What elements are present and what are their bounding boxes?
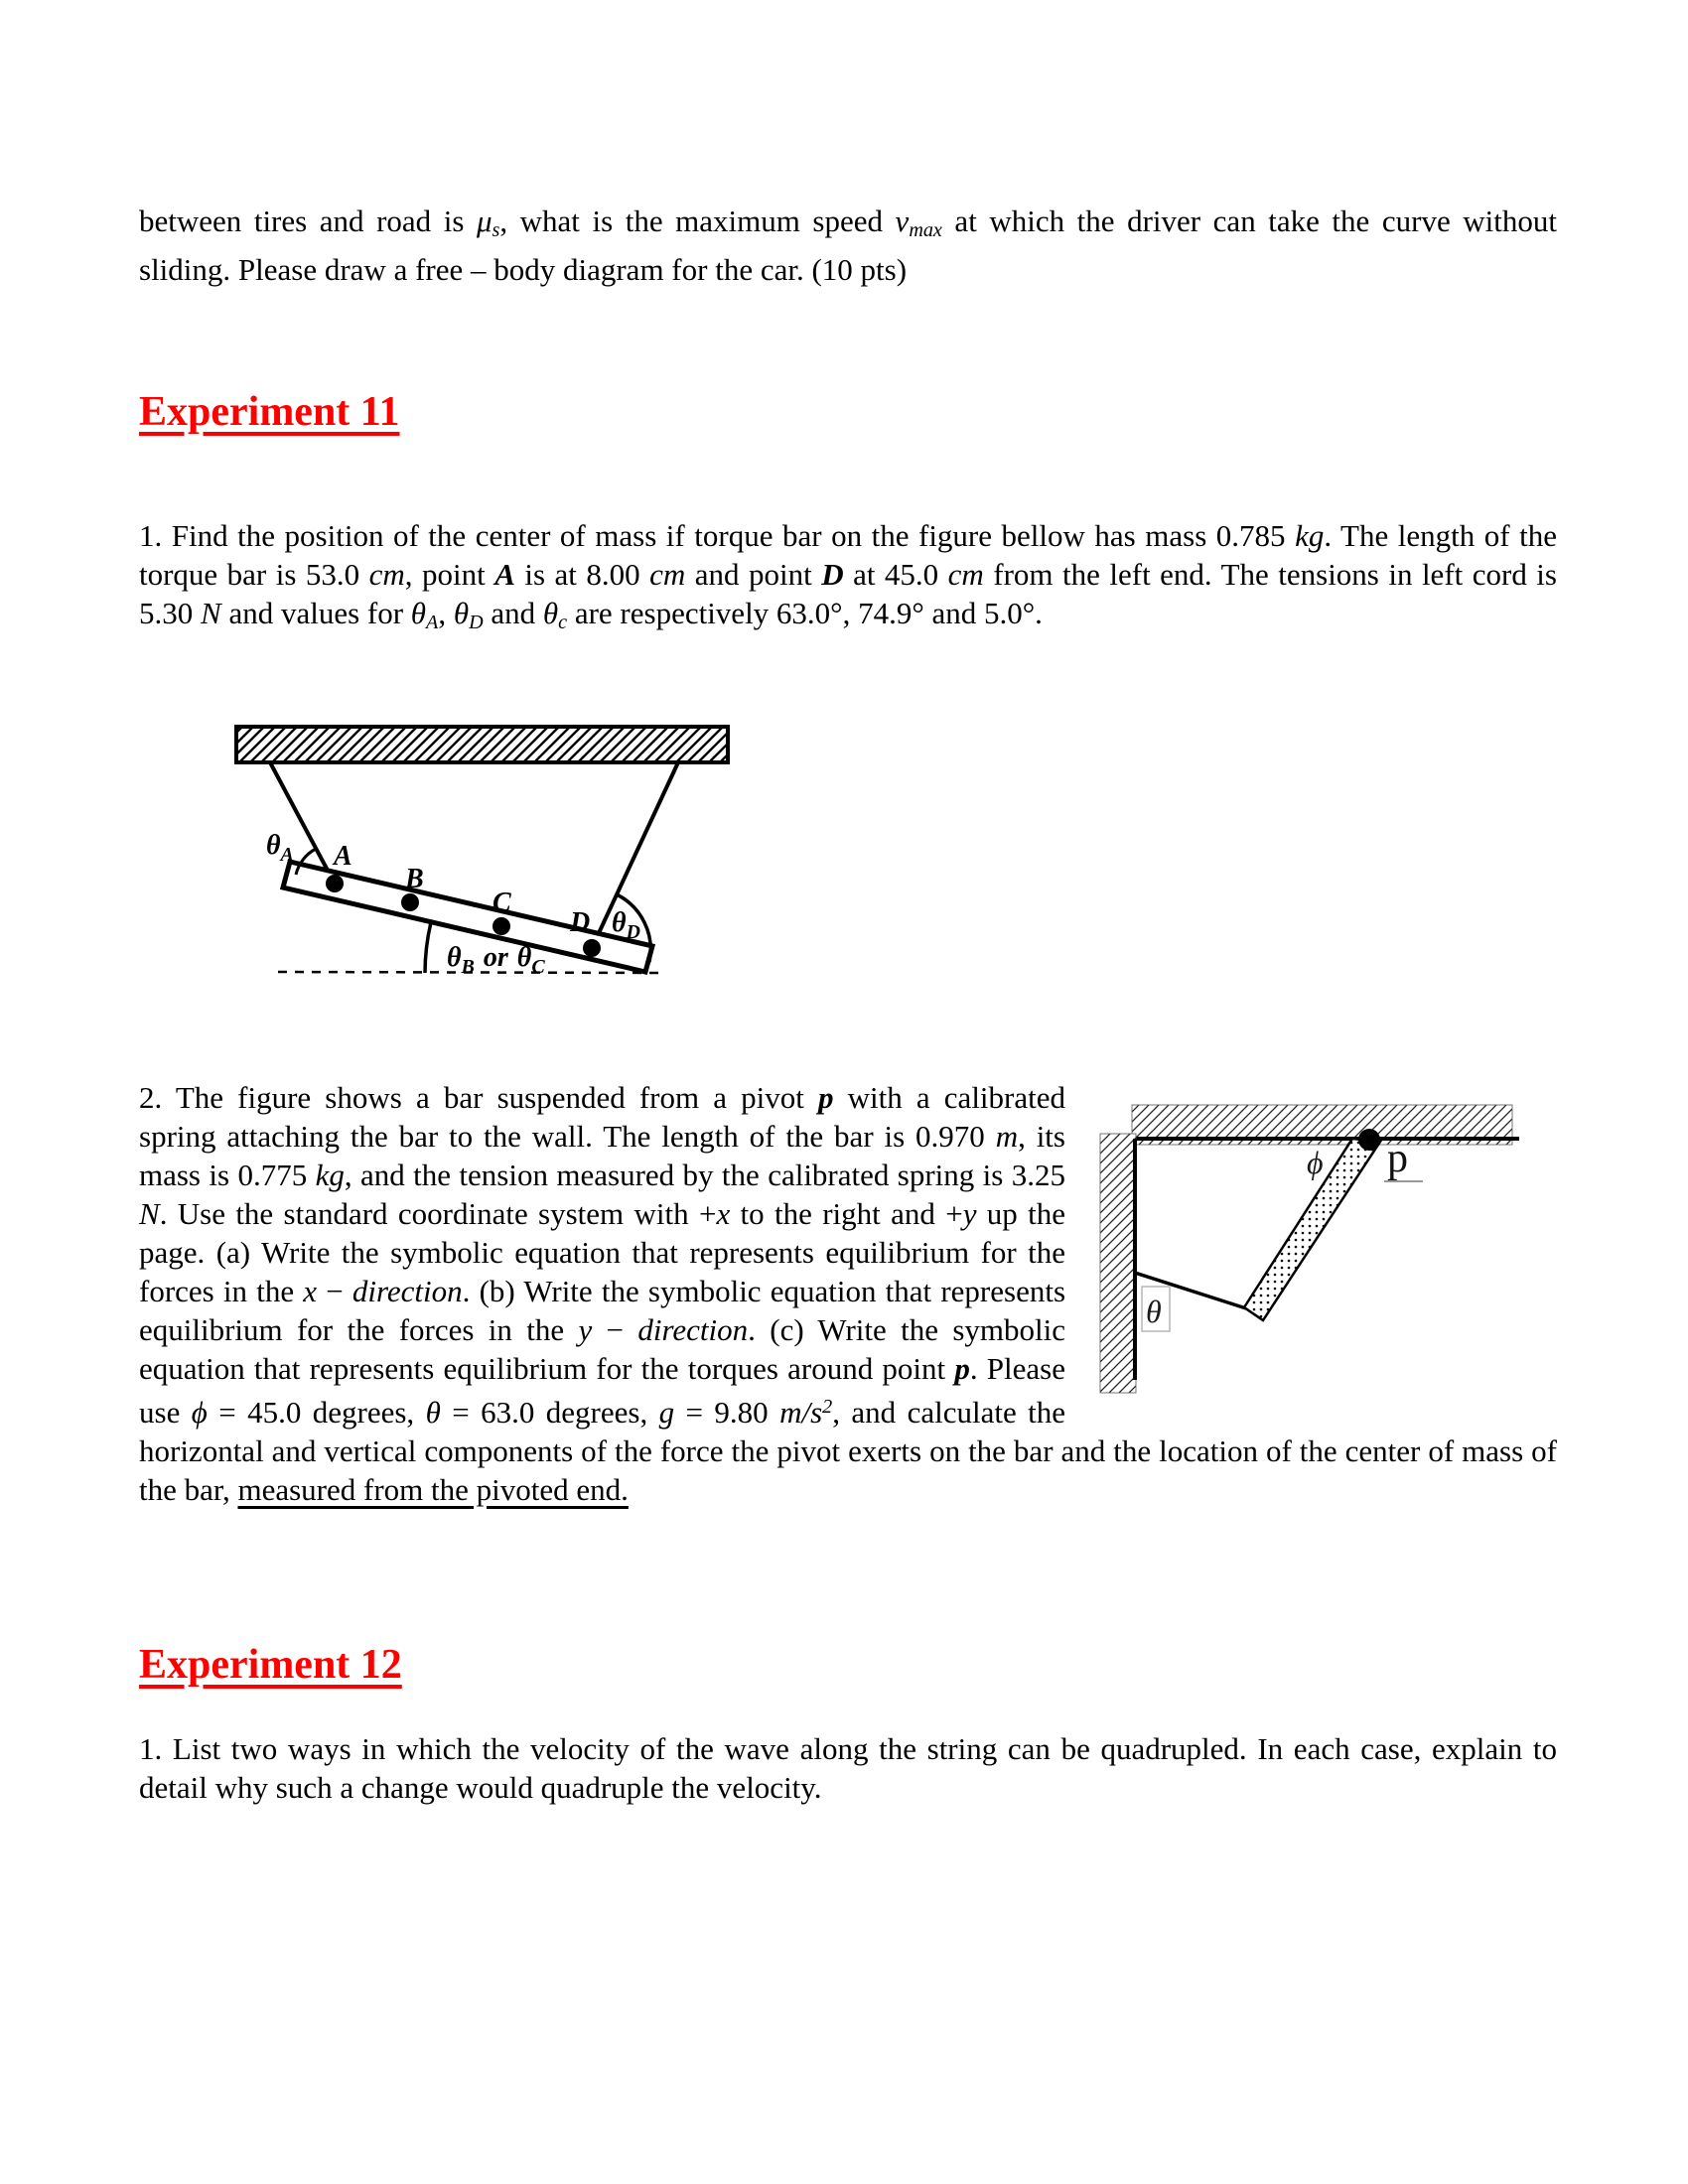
text-segment: . (b) Write the symbolic equation that represents equilibrium for the forces in the <box>139 1274 1066 1347</box>
figure-pivot-bar <box>1092 1092 1534 1410</box>
text-segment: , and calculate the horizontal and vertical components of the force the pivot exerts on the bar and the location of the center of mass of the bar, <box>139 1395 1557 1508</box>
text-segment: and values for <box>220 596 411 630</box>
text-segment: m/s <box>779 1395 823 1431</box>
point-c-dot <box>492 917 510 935</box>
text-segment: y <box>962 1196 977 1231</box>
text-segment: A <box>494 557 515 592</box>
text-segment: ϕ <box>191 1395 208 1431</box>
text-segment: and <box>483 596 543 630</box>
text-segment: − <box>317 1274 352 1308</box>
ceiling-hatch <box>236 727 728 762</box>
point-d-label: D <box>570 907 591 938</box>
text-segment: D <box>821 557 844 592</box>
text-segment: . Use the standard coordinate system with + <box>159 1196 717 1231</box>
text-segment: p <box>818 1080 834 1115</box>
point-b-label: B <box>405 864 424 894</box>
text-segment: max <box>909 219 942 242</box>
text-segment: at 45.0 <box>843 557 948 592</box>
point-d-dot <box>583 939 601 957</box>
text-segment: 1. List two ways in which the velocity of the wave along the string can be quadrupled. In each case, explain to detail why such a change would quadruple the velocity. <box>139 1731 1557 1805</box>
text-segment: cm <box>947 557 984 592</box>
text-segment: . Please use <box>139 1351 1065 1431</box>
text-segment: = 45.0 degrees, <box>207 1395 426 1431</box>
text-segment: are respectively 63.0°, 74.9° and 5.0°. <box>567 596 1043 630</box>
text-segment: to the right and + <box>730 1196 963 1231</box>
text-segment: kg <box>315 1158 345 1192</box>
text-segment: N <box>139 1196 160 1231</box>
text-segment: D <box>469 612 484 634</box>
problem-1-text <box>139 516 1557 642</box>
text-segment: up the page. (a) Write the symbolic equation that represents equilibrium for the forces in the <box>139 1196 1066 1308</box>
text-segment: c <box>558 612 568 634</box>
text-segment: θ <box>425 1395 441 1431</box>
text-segment: with a calibrated spring attaching the bar to the wall. The length of the bar is 0.970 <box>139 1080 1065 1154</box>
text-segment: . The length of the torque bar is 53.0 <box>139 518 1557 592</box>
point-a-dot <box>326 875 344 892</box>
point-c-label: C <box>492 887 511 918</box>
text-segment: . (c) Write the symbolic equation that represents equilibrium for the torques around point <box>139 1312 1065 1386</box>
text-segment: = 9.80 <box>674 1395 780 1431</box>
text-segment: direction <box>352 1274 463 1308</box>
text-segment: − <box>592 1312 638 1347</box>
text-segment: x <box>303 1274 318 1308</box>
theta-b-or-c-label: $\theta_B$ or $\theta_C$ <box>447 942 545 978</box>
text-segment: A <box>426 612 439 634</box>
text-segment: at which the driver can take the curve without sliding. Please draw a free – body diagram for the car. (10 pts) <box>139 204 1557 288</box>
text-segment: is at 8.00 <box>514 557 650 592</box>
text-segment: 2 <box>822 1396 833 1418</box>
text-segment: m <box>995 1119 1019 1154</box>
problem-wave-text <box>139 1729 1557 1807</box>
text-segment: N <box>201 596 221 630</box>
text-segment: x <box>716 1196 731 1231</box>
text-segment: , and the tension measured by the calibrated spring is 3.25 <box>344 1158 1065 1192</box>
text-segment: v <box>895 204 910 238</box>
text-segment: cm <box>649 557 686 592</box>
pivot-p-label: p <box>1387 1136 1408 1181</box>
text-segment: θ <box>542 596 559 630</box>
text-segment: θ <box>453 596 470 630</box>
theta-d-label: $\theta_D$ <box>612 907 640 943</box>
text-segment: s <box>492 219 500 242</box>
text-segment: θ <box>410 596 427 630</box>
text-segment: , <box>438 596 454 630</box>
text-segment: kg <box>1295 518 1325 553</box>
text-segment: p <box>954 1351 970 1386</box>
text-segment: g <box>658 1395 675 1431</box>
point-b-dot <box>401 893 419 911</box>
text-segment: measured from the pivoted end. <box>237 1472 629 1508</box>
text-segment: 2. The figure shows a bar suspended from a pivot <box>139 1080 819 1115</box>
experiment-11-heading: Experiment 11 <box>139 389 400 435</box>
figure-torque-bar <box>209 717 735 990</box>
text-segment: y <box>578 1312 593 1347</box>
text-segment: , what is the maximum speed <box>499 204 896 238</box>
text-segment: μ <box>476 204 492 238</box>
right-cord <box>592 762 678 948</box>
text-segment: between tires and road is <box>139 204 477 238</box>
text-segment: 1. Find the position of the center of mass if torque bar on the figure bellow has mass 0.785 <box>139 518 1296 553</box>
theta-label: θ <box>1146 1294 1162 1329</box>
intro-paragraph <box>139 202 1557 289</box>
text-segment: , its mass is 0.775 <box>139 1119 1065 1192</box>
text-segment: cm <box>368 557 405 592</box>
text-segment: and point <box>685 557 822 592</box>
point-a-label: A <box>334 841 352 872</box>
wall-hatch <box>1100 1134 1136 1393</box>
theta-a-label: $\theta_A$ <box>266 830 294 866</box>
pivot-dot <box>1358 1129 1380 1151</box>
text-segment: , point <box>404 557 495 592</box>
text-segment: = 63.0 degrees, <box>440 1395 659 1431</box>
phi-label: ϕ <box>1307 1145 1324 1180</box>
theta-bc-arc <box>425 922 431 973</box>
text-segment: direction <box>637 1312 749 1347</box>
experiment-12-heading: Experiment 12 <box>139 1642 402 1688</box>
text-segment: from the left end. The tensions in left cord is 5.30 <box>139 557 1557 630</box>
